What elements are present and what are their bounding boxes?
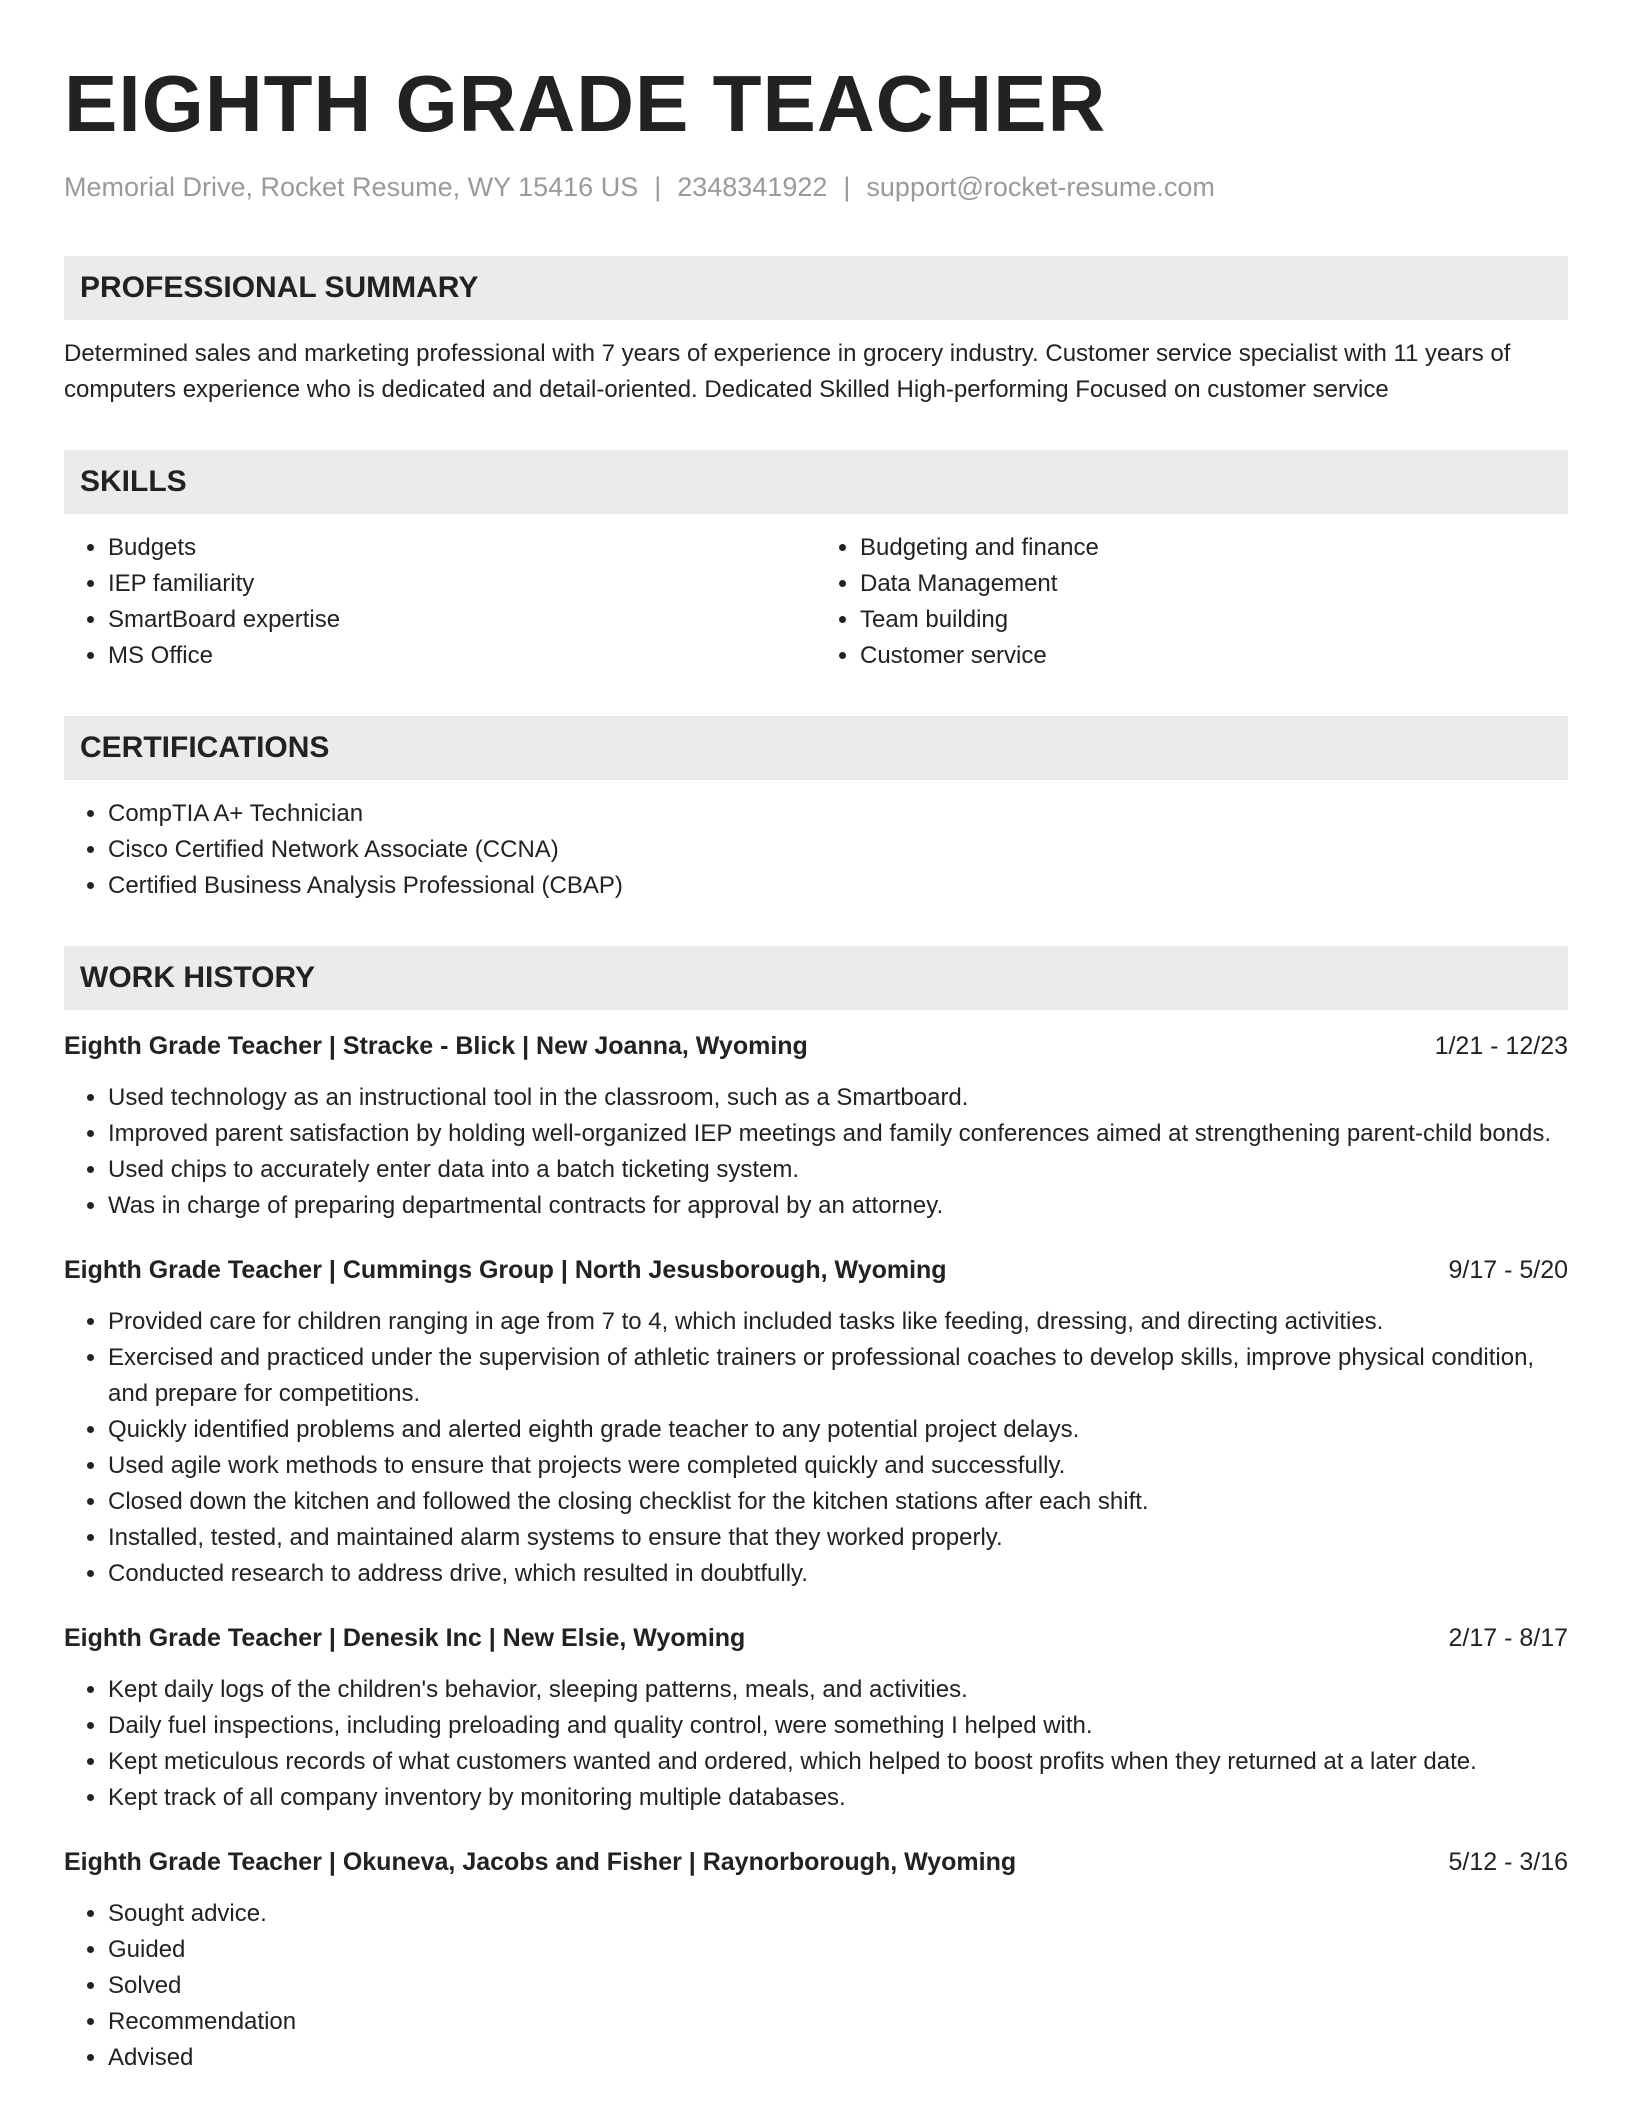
job-title: Eighth Grade Teacher | Stracke - Blick | New Joanna, Wyoming bbox=[64, 1032, 808, 1060]
skills-list bbox=[64, 530, 1568, 674]
job-dates: 5/12 - 3/16 bbox=[1448, 1848, 1568, 1876]
job-bullet: • Solved bbox=[108, 1968, 1568, 2004]
job-bullet: • Kept meticulous records of what customers wanted and ordered, which helped to boost profits when they returned at a later date. bbox=[108, 1744, 1568, 1780]
certification-item: • Certified Business Analysis Professional (CBAP) bbox=[108, 868, 1568, 904]
job-bullets bbox=[64, 1896, 1568, 2076]
skill-item: • Customer service bbox=[860, 638, 1568, 674]
job-bullet: • Used chips to accurately enter data into a batch ticketing system. bbox=[108, 1152, 1568, 1188]
job-title: Eighth Grade Teacher | Denesik Inc | New Elsie, Wyoming bbox=[64, 1624, 746, 1652]
job-entry bbox=[64, 1844, 1568, 2076]
job-bullet: • Used agile work methods to ensure that projects were completed quickly and successfully. bbox=[108, 1448, 1568, 1484]
summary-heading: PROFESSIONAL SUMMARY bbox=[64, 256, 1568, 320]
skill-item: • Data Management bbox=[860, 566, 1568, 602]
job-bullets bbox=[64, 1672, 1568, 1816]
address: Memorial Drive, Rocket Resume, WY 15416 US bbox=[64, 172, 639, 202]
job-entry bbox=[64, 1028, 1568, 1224]
certifications-heading: CERTIFICATIONS bbox=[64, 716, 1568, 780]
job-bullet: • Was in charge of preparing departmental contracts for approval by an attorney. bbox=[108, 1188, 1568, 1224]
contact-line bbox=[64, 168, 1568, 206]
skill-item: • SmartBoard expertise bbox=[108, 602, 816, 638]
job-bullet: • Improved parent satisfaction by holding well-organized IEP meetings and family conferences aimed at strengthening parent-child bonds. bbox=[108, 1116, 1568, 1152]
skill-item: • Team building bbox=[860, 602, 1568, 638]
certification-item: • Cisco Certified Network Associate (CCNA) bbox=[108, 832, 1568, 868]
summary-text: Determined sales and marketing professional with 7 years of experience in grocery industry. Customer service specialist with 11 years of computers experience who is dedicated and detail-oriented. Dedicated Skilled High-performing Focused on customer service bbox=[64, 340, 1511, 403]
job-bullet: • Kept daily logs of the children's behavior, sleeping patterns, meals, and activities. bbox=[108, 1672, 1568, 1708]
job-bullet: • Sought advice. bbox=[108, 1896, 1568, 1932]
skill-item: • IEP familiarity bbox=[108, 566, 816, 602]
job-bullet: • Exercised and practiced under the supervision of athletic trainers or professional coaches to develop skills, improve physical condition, and prepare for competitions. bbox=[108, 1340, 1568, 1412]
job-bullet: • Conducted research to address drive, which resulted in doubtfully. bbox=[108, 1556, 1568, 1592]
job-dates: 1/21 - 12/23 bbox=[1434, 1032, 1568, 1060]
job-bullet: • Daily fuel inspections, including preloading and quality control, were something I helped with. bbox=[108, 1708, 1568, 1744]
job-bullets bbox=[64, 1080, 1568, 1224]
job-bullet: • Recommendation bbox=[108, 2004, 1568, 2040]
skill-item: • Budgets bbox=[108, 530, 816, 566]
candidate-name: EIGHTH GRADE TEACHER bbox=[64, 59, 1107, 148]
job-dates: 9/17 - 5/20 bbox=[1448, 1256, 1568, 1284]
job-title: Eighth Grade Teacher | Okuneva, Jacobs and Fisher | Raynorborough, Wyoming bbox=[64, 1848, 1017, 1876]
job-entry bbox=[64, 1252, 1568, 1592]
work-history-heading: WORK HISTORY bbox=[64, 946, 1568, 1010]
job-bullet: • Quickly identified problems and alerted eighth grade teacher to any potential project delays. bbox=[108, 1412, 1568, 1448]
certifications-list bbox=[64, 796, 1568, 904]
skills-column-left bbox=[64, 530, 816, 674]
job-bullet: • Provided care for children ranging in age from 7 to 4, which included tasks like feeding, dressing, and directing activities. bbox=[108, 1304, 1568, 1340]
contact-separator: | bbox=[654, 172, 662, 202]
job-bullet: • Kept track of all company inventory by monitoring multiple databases. bbox=[108, 1780, 1568, 1816]
certification-item: • CompTIA A+ Technician bbox=[108, 796, 1568, 832]
phone: 2348341922 bbox=[677, 172, 828, 202]
job-entry bbox=[64, 1620, 1568, 1816]
job-bullet: • Used technology as an instructional tool in the classroom, such as a Smartboard. bbox=[108, 1080, 1568, 1116]
job-bullet: • Closed down the kitchen and followed the closing checklist for the kitchen stations after each shift. bbox=[108, 1484, 1568, 1520]
job-bullet: • Guided bbox=[108, 1932, 1568, 1968]
job-dates: 2/17 - 8/17 bbox=[1448, 1624, 1568, 1652]
skill-item: • MS Office bbox=[108, 638, 816, 674]
skills-heading: SKILLS bbox=[64, 450, 1568, 514]
job-bullets bbox=[64, 1304, 1568, 1592]
job-bullet: • Installed, tested, and maintained alarm systems to ensure that they worked properly. bbox=[108, 1520, 1568, 1556]
skills-column-right bbox=[816, 530, 1568, 674]
skill-item: • Budgeting and finance bbox=[860, 530, 1568, 566]
job-bullet: • Advised bbox=[108, 2040, 1568, 2076]
job-title: Eighth Grade Teacher | Cummings Group | North Jesusborough, Wyoming bbox=[64, 1256, 947, 1284]
email: support@rocket-resume.com bbox=[866, 172, 1215, 202]
contact-separator: | bbox=[843, 172, 851, 202]
